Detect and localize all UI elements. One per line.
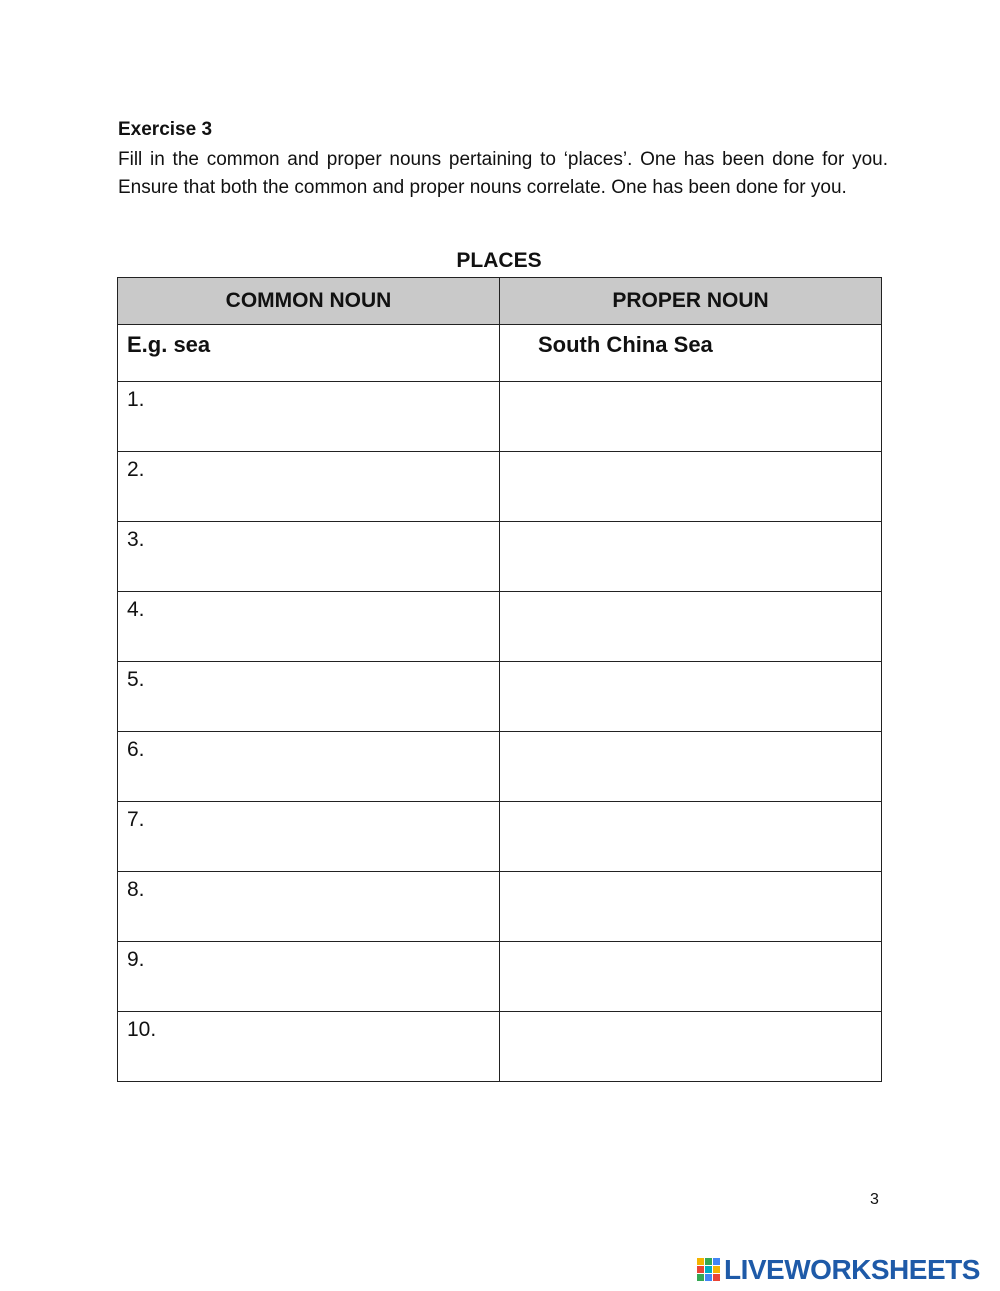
table-row	[118, 592, 882, 662]
table-row	[118, 1012, 882, 1082]
proper-noun-cell-1[interactable]	[500, 382, 882, 452]
table-row	[118, 452, 882, 522]
proper-noun-cell-4[interactable]	[500, 592, 882, 662]
page-number: 3	[870, 1191, 879, 1208]
common-noun-cell-3[interactable]: 3.	[118, 522, 500, 592]
proper-noun-cell-8[interactable]	[500, 872, 882, 942]
liveworksheets-logo-icon	[697, 1258, 721, 1282]
common-noun-cell-7[interactable]: 7.	[118, 802, 500, 872]
common-noun-cell-6[interactable]: 6.	[118, 732, 500, 802]
liveworksheets-logo[interactable]	[697, 1255, 980, 1285]
header-common-noun: COMMON NOUN	[118, 278, 500, 325]
table-row	[118, 522, 882, 592]
exercise-title: Exercise 3	[118, 119, 213, 140]
table-row	[118, 382, 882, 452]
table-row	[118, 872, 882, 942]
table-row	[118, 802, 882, 872]
places-table	[117, 277, 882, 1082]
proper-noun-cell-6[interactable]	[500, 732, 882, 802]
proper-noun-cell-9[interactable]	[500, 942, 882, 1012]
table-title: PLACES	[456, 249, 542, 272]
proper-noun-cell-3[interactable]	[500, 522, 882, 592]
table-header-row	[118, 278, 882, 325]
common-noun-cell-4[interactable]: 4.	[118, 592, 500, 662]
exercise-instructions: Fill in the common and proper nouns pertaining to ‘places’. One has been done for you. Ensure that both the common and proper nouns correlate. One has been done for you.	[118, 149, 888, 198]
logo-text: LIVEWORKSHEETS	[724, 1254, 980, 1285]
table-row	[118, 942, 882, 1012]
table-row	[118, 732, 882, 802]
proper-noun-cell-5[interactable]	[500, 662, 882, 732]
common-noun-cell-8[interactable]: 8.	[118, 872, 500, 942]
table-row	[118, 662, 882, 732]
example-proper-noun: South China Sea	[500, 325, 882, 382]
common-noun-cell-5[interactable]: 5.	[118, 662, 500, 732]
common-noun-cell-1[interactable]: 1.	[118, 382, 500, 452]
proper-noun-cell-2[interactable]	[500, 452, 882, 522]
header-proper-noun: PROPER NOUN	[500, 278, 882, 325]
common-noun-cell-2[interactable]: 2.	[118, 452, 500, 522]
proper-noun-cell-10[interactable]	[500, 1012, 882, 1082]
common-noun-cell-10[interactable]: 10.	[118, 1012, 500, 1082]
example-common-noun: E.g. sea	[118, 325, 500, 382]
proper-noun-cell-7[interactable]	[500, 802, 882, 872]
example-row	[118, 325, 882, 382]
common-noun-cell-9[interactable]: 9.	[118, 942, 500, 1012]
